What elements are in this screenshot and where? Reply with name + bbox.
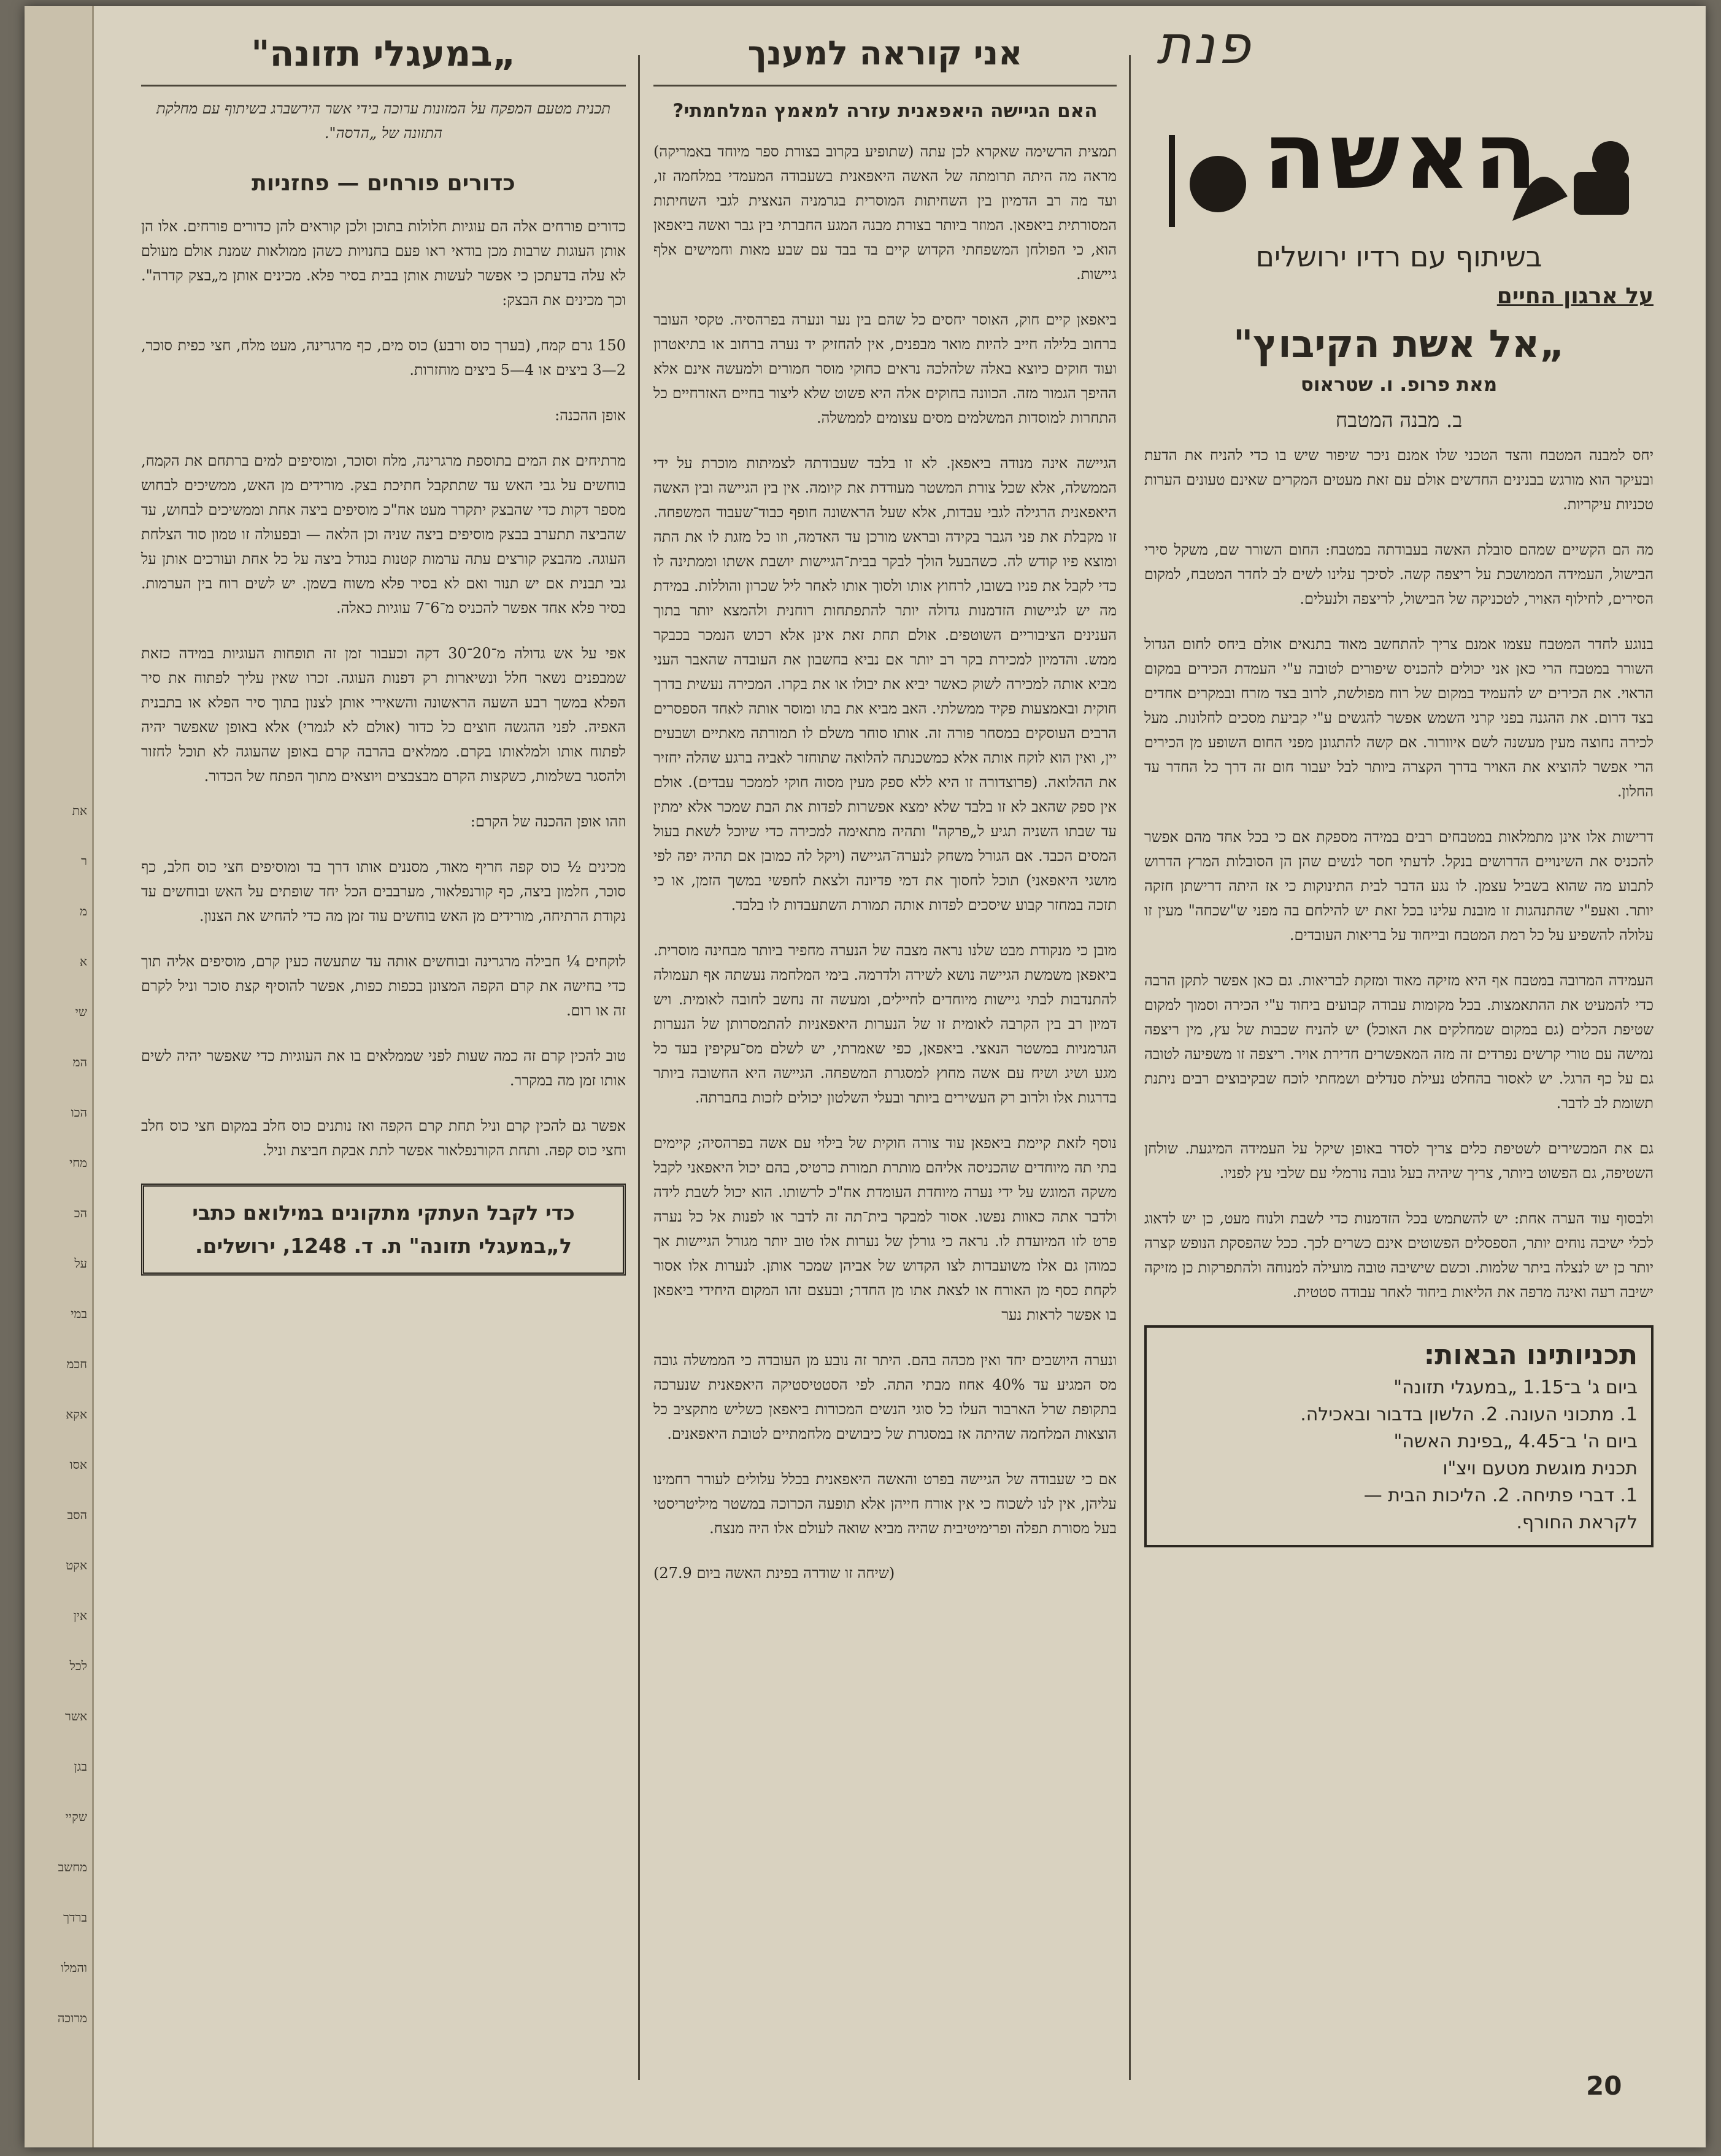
stub-word: על	[74, 1256, 87, 1271]
section-subtitle: ב. מבנה המטבח	[1335, 408, 1463, 432]
article-subheadline: האם הגיישה היאפאנית עזרה למאמץ המלחמתי?	[672, 100, 1098, 122]
stub-word: שקיי	[65, 1809, 87, 1824]
article-paragraph: תמצית הרשימה שאקרא לכן עתה (שתופיע בקרוב בצורת ספר מיוחד באמריקה) מראה מה היתה תרומתה של האשה היאפאנית בשעבודה המעמדי במלחמה זו, ועד מה רב הדמיון בין השחיתות המוסרית בגרמניה הנאצית לגבי השחיתות המסורתית ביאפאן. המוזר ביותר בצורת מבנה המגע החברתי בין גבר ואשה ביאפאן הוא, כי הפולחן המשפחתי הקדוש קיים בד בבד עם שבע מאות וחמישים אלף גיישות.	[653, 143, 1117, 283]
corner-paragraph: גם את המכשירים לשטיפת כלים צריך לסדר באופן שיקל על העמידה המיגעת. שולחן השטיפה, גם הפשוט ביותר, צריך שיהיה בעל גובה נורמלי עם שלבי עץ לפניו.	[1144, 1140, 1654, 1182]
article-column	[653, 31, 1117, 1585]
stub-word: אשר	[65, 1709, 87, 1723]
corner-paragraph: בנוגע לחדר המטבח עצמו אמנם צריך להתחשב מאוד בתנאים אולם ביחס לחום הגדול השורר במטבח הרי כאן אני יכולים להכניס שיפורים לטובה ע"י העמדת הכירים במקום הראוי. את הכירים יש להעמיד במקום של רוח מפולשת, לרוב בצד מזרח ובמקרים אחדים בצד דרום. את ההגנה בפני קרני השמש אפשר להגשים ע"י קביעת מסכים לחלונות. מעל לכירה נחוצה מעין מעשנה לשם איוורור. אם קשה להתגונן מפני החום השופע מן הכירים הרי אפשר להוציא את האויר בדרך הקצרה ביותר לבל יעבור חום זה דרך כל החדר עד החלון.	[1144, 636, 1654, 800]
recipe-column	[141, 31, 626, 1276]
schedule-lines	[1160, 1374, 1638, 1536]
schedule-box	[1144, 1325, 1654, 1547]
stub-word: מרוכה	[57, 2011, 87, 2025]
stub-word: במי	[71, 1306, 87, 1321]
article-paragraph: הגיישה אינה מנודה ביאפאן. לא זו בלבד שעבודתה לצמיתות מוכרת על ידי הממשלה, אלא שכל צורת המשטר מעודדת את קיומה. אין בין הגיישה ובין האשה היאפאנית הרגילה לגבי עבדות, אלא שעל הראשונה חופף כבוד־שעבוד המשפחה. זו מקבלת את פני הגבר בקידה ובראש מורכן עד האדמה, וזו כל מזגת לו את התה ומוצא פיו קודש לה. כשהבעל הולך לבקר בבית־הגיישות יושבת אשתו וממתינה לו כדי לקבל את פניו בשובו, לרחוץ אותו ולסוך אותו לאחר ליל שכרון והוללות. במידת מה יש לגיישות הזדמנות גדולה יותר להתפתחות רוחנית ולהמצא יותר בתוך הענינים הציבוריים השוטפים. אולם תחת זאת אינן אלא רכוש הנמכר בכבקר ממש. והדמיון למכירת בקר רב יותר אם נביא בחשבון את העובדה שהאבר העני מביא אותה למכירה לשוק כאשר יביא את יבולו או את בקרו. המכירה נעשית בדרך חוקית ובאמצעות פקיד ממשלתי. האב מביא את בתו ומוסר אותה לאחד הספסרים הרבים העוסקים במסחר פורה זה. אותו סוחר משלם לו תמורתה מאתיים ושבעים יין, ואין הוא לוקח אותה אלא כמשכנתה להלואה שתוחזר לאביה ברגע שהלה יחזיר את ההלואה. (פרוצדורה זו היא ללא ספק מעין מסוה חוקי לממכר עבדים). אולם אין ספק שהאב לא זו בלבד שלא ימצא אפשרות לפדות את הבת שמכר אלא ימתין עד שבתו השניה תגיע ל„פרקה" ותהיה מתאימה למכירה כדי שיוכל לשאת בעול המסים הכבד. אם הגורל משחק לנערה־הגיישה (ויקל לה כמובן אם תהיה יפה לפי מושגי היאפאני) תוכל לחסוך את דמי פדיונה ולצאת לחפשי במשך הזמן, או כי תזכה במחזר קבוע שיסכים לפדות אותה תמורת השתעבדות לו בלבד.	[653, 455, 1117, 914]
stub-word: הכ	[74, 1206, 87, 1220]
stub-word: מחשב	[58, 1860, 87, 1874]
stub-word: אקא	[66, 1407, 87, 1422]
article-paragraph: ונערה היושבים יחד ואין מכהה בהם. היתר זה נובע מן העובדה כי הממשלה גובה מס המגיע עד 40% אחוז מבתי התה. לפי הסטטיסטיקה היאפאנית שנערכה בתקופת שרל הארבור העלו כל סוגי הנשים המכורות ביאפאן כשליש מתקציב כל הוצאות המלחמה שהיתה אז במסגרת של כיבושים מלחמתיים לטובת היאפאנים.	[653, 1352, 1117, 1442]
stub-word: ר	[81, 853, 87, 868]
stub-word: המ	[72, 1055, 87, 1069]
stub-word: מ	[80, 904, 87, 918]
article-headline: אני קוראה למענך	[747, 34, 1023, 72]
stub-word: ברדך	[63, 1910, 87, 1925]
notice-box-text: כדי לקבל העתקי מתקונים במילואם כתבי ל„במעגלי תזונה" ת. ד. 1248, ירושלים.	[192, 1201, 575, 1258]
column-headline: „אל אשת הקיבוץ"	[1233, 321, 1565, 366]
schedule-line: לקראת החורף.	[1516, 1512, 1638, 1533]
byline: מאת פרופ. ו. שטראוס	[1300, 374, 1498, 396]
stub-word: את	[72, 803, 87, 818]
adjacent-page-stub	[25, 6, 94, 2147]
stub-word: שי	[75, 1004, 87, 1019]
stub-word: לכל	[69, 1658, 87, 1673]
headline-rule	[141, 85, 626, 87]
newspaper-page	[25, 6, 1706, 2147]
headline-rule	[653, 85, 1117, 87]
recipe-paragraph: אופן ההכנה:	[555, 407, 626, 424]
recipe-paragraph: אפשר גם להכין קרם וניל תחת קרם הקפה ואז נותנים כוס חלב במקום חצי כוס חלב וחצי כוס קפה. ותחת הקורנפלאור אפשר לתת אבקת חביצת וניל.	[141, 1117, 626, 1159]
recipe-section-title: כדורים פורחים — פחזניות	[252, 171, 515, 196]
article-paragraph: מובן כי מנקודת מבט שלנו נראה מצבה של הנערה מחפיר ביותר מבחינה מוסרית. ביאפאן משמשת הגיישה נושא לשירה ולדרמה. בימי המלחמה נעשתה אף תעמולה להתנדבות לבתי גיישות מיוחדים לחיילים, ומעשה זה נחשב לחובה לאומית. ויש דמיון רב בין הקרבה לאומית זו של הנערות היאפאניות להתמסרותן של הנערות הגרמניות במשטר הנאצי. ביאפאן, כפי שאמרתי, יש לשלם מס־עקיפין בעד כל מגע ושיג ושיח עם אשה מחוץ למסגרת המשפחה. הגיישה היא החשובה ביותר בדרגות אלו ולרוב רק העשירים ביותר ובעלי השלטון יכולים לזכות בחברתה.	[653, 942, 1117, 1106]
recipe-paragraph: אפי על אש גדולה מ־20־30 דקה וכעבור זמן זה תופחות העוגיות במידה כזאת שמבפנים נשאר חלל ונשיארות רק דפנות העוגה. זכרו שאין עליך לפתוח את סיר הפלא במשך רבע השעה הראשונה והשאירי אותן לצנון בתוך סיר הפלא או בתבנית האפיה. לפני ההגשה חוצים כל כדור (אולם לא לגמרי) אלא באופן שאפשר יהיה לפתוח אותו ולמלאותו בקרם. ממלאים בהרבה קרם באופן שהעוגה לא תוכל לחזור ולהסגר בשלמות, כשקצות הקרם מבצבצים ויוצאים מתוך הפתח של הכדור.	[141, 645, 626, 785]
recipe-paragraph: לוקחים ¼ חבילה מרגרינה ובוחשים אותה עד שתעשה כעין קרם, מוסיפים אליה תוך כדי בחישה את קרם הקפה המצונן בכפות כפות, אפשר להוסיף קצת סוכר וניל לקרם זה או רום.	[141, 953, 626, 1019]
broadcast-footnote: (שיחה זו שודרה בפינת האשה ביום 27.9)	[653, 1565, 895, 1582]
recipe-paragraph: מכינים ½ כוס קפה חריף מאוד, מסננים אותו דרך בד ומוסיפים חצי כוס חלב, כף סוכר, חלמון ביצה, כף קורנפלאור, מערבבים הכל יחד שופתים על האש ובוחשים עד נקודת הרתיחה, מורידים מן האש בוחשים עוד זמן מה כדי להחיש את הצנון.	[141, 858, 626, 925]
recipe-headline: „במעגלי תזונה"	[251, 33, 516, 74]
stub-word: הסב	[67, 1507, 87, 1522]
notice-box	[141, 1184, 626, 1276]
womens-corner-column	[1144, 15, 1654, 1547]
article-paragraph: אם כי שעבודה של הגיישה בפרט והאשה היאפאנית בכלל עלולים לעורר רחמינו עליהן, אין לנו לשכוח כי אין אורח חייהן אלא תופעה הכרוכה במשטר מיליטריסטי בעל מסורת תפלה ופרימיטיבית שהיה מביא שואה לעולם אלו היה מנצח.	[653, 1471, 1117, 1537]
article-paragraph: נוסף לזאת קיימת ביאפאן עוד צורה חוקית של בילוי עם אשה בפרהסיה; קיימים בתי תה מיוחדים שהכניסה אליהם מותרת תמורת כרטיס, בהם יכול היאפאני לקבל משקה המוגש על ידי נערה מיוחדת העומדת אח"כ לרשותו. הוא יכול לשבת לידה ולדבר אתה כאוות נפשו. אסור למבקר בית־תה זה לדבר או לפנות אל כל נערה פרט לזו המיועדת לו. נראה כי גורלן של נערות אלו טוב יותר מגורל הגיישות אך כמוהן גם אלו משועבדות לצו הקדוש של אביהן שמכר אותן. לנערות אלו אסור לקחת כסף מן האורח או לצאת אתו מן החדר; ובעצם זהו המקום היחידי ביאפאן בו אפשר לראות נער	[653, 1134, 1117, 1323]
corner-paragraph: יחס למבנה המטבח והצד הטכני שלו אמנם ניכר שיפור שיש בו כדי להניח את הדעת ובעיקר הוא מורגש בבנינים החדשים אולם עם זאת מעטים המקרים שאינם טעונים הערות טכניות עיקריות.	[1144, 447, 1654, 513]
recipe-intro: תכנית מטעם המפקח על המזונות ערוכה בידי אשר הירשברג בשיתוף עם מחלקת התזונה של „הדסה".	[156, 100, 610, 142]
logo-word: האשה	[1263, 103, 1541, 210]
article-continuation	[653, 1348, 1117, 1541]
recipe-paragraph: מרתיחים את המים בתוספת מרגרינה, מלח וסוכר, ומוסיפים למים ברתחם את הקמח, בוחשים על גבי האש עד שתתקבל חתיכת בצק. מורידים מן האש, ממשיכים לבחוש מספר דקות כדי שהבצק יתקרר מעט אח"כ מוסיפים ביצה אחת וממשיכים לבחוש, עד שהביצה תתערב בבצק מוסיפים ביצה שניה וכן הלאה — ובפעולה זו טמון סוד הצלחת העוגה. מהבצק קורצים עתה ערמות קטנות בגודל ביצה על כל אחת ועורכים אותן על גבי תבנית אם יש תנור ואם לא בסיר פלא משוח בשמן. יש לשים רוח בין הערמות. בסיר פלא אחד אפשר להכניס מ־6־7 עוגיות כאלה.	[141, 452, 626, 617]
corner-paragraph: העמידה המרובה במטבח אף היא מזיקה מאוד ומזקת לבריאות. גם כאן אפשר לתקן הרבה כדי להמעיט את ההתאמצות. בכל מקומות עבודה קבועים ביחוד ע"י הכירה וסמוך למקום שטיפת הכלים (גם במקום שמחלקים את האוכל) יש להניח שכבות של עץ, מין ריצפה נמישה עם טורי קרשים נפרדים זה מזה המאפשרים חדירת אויר. ריצפה זו משפיעה לטובה גם על כף הרגל. יש לאסור בהחלט נעילת סנדלים ושמחתי לוכח שבקיבוצים רבים ניתנת תשומת לב לדבר.	[1144, 972, 1654, 1112]
recipe-text	[141, 214, 626, 1163]
stub-word: חכמ	[66, 1357, 87, 1371]
column-rule	[638, 55, 640, 2080]
schedule-title: תכניותינו הבאות:	[1423, 1339, 1638, 1371]
page-number: 20	[1586, 2071, 1622, 2101]
recipe-paragraph: כדורים פורחים אלה הם עוגיות חלולות בתוכן ולכן קוראים להן כדורים פורחים. אלו הן אותן העוגות שרבות מכן בודאי ראו פעם בחנויות כשהן ממולאות שמנת אולם מעולם לא עלה בדעתכן כי אפשר לעשות אותן בבית בסיר פלא. מכינים אותן מ„בצק קדרה". וכך מכינים את הבצק:	[141, 218, 626, 309]
corner-paragraph: מה הם הקשיים שמהם סובלת האשה בעבודתה במטבח: החום השורר שם, משקל סירי הבישול, העמידה הממושכת על ריצפה קשה. לסיכך עלינו לשים לב לחדר המטבח, למקום הסירים, לחילוף האויר, לטכניקה של הבישול, לריצפה ולנעלים.	[1144, 541, 1654, 607]
article-text	[653, 139, 1117, 1327]
recipe-paragraph: טוב להכין קרם זה כמה שעות לפני שממלאים בו את העוגיות כדי שאפשר יהיה לשים אותו זמן מה במקרר.	[141, 1047, 626, 1089]
corner-paragraph: ולבסוף עוד הערה אחת: יש להשתמש בכל הזדמנות כדי לשבת ולנוח מעט, כן יש לדאוג לכלי ישיבה נוחים יותר, הספסלים הפשוטים אינם כשרים לכך. ככל שהפסקת הנופש קצרה יותר כן יש לנצלה ביתר שלמות. וכשם שישיבה טובה מועילה למנוחה ולהתפרקות כן מזיקה ישיבה רעה ואינה מרפה את הליאות ביחוד לאחר עבודה סטטית.	[1144, 1210, 1654, 1301]
radio-credit: בשיתוף עם רדיו ירושלים	[1255, 240, 1542, 273]
article-paragraph: ביאפאן קיים חוק, האוסר יחסים כל שהם בין נער ונערה בפרהסיה. טקסי העובר ברחוב בלילה חייב להיות מואר מבפנים, אין להחזיק יד נערה ברחוב או בתיאטרון ועוד חוקים כיוצא באלה שלהלכה נראים כחוקי מוסר חמורים ולמעשה אינם אלא ההיפך הגמור מזה. הכוונה בחוקים אלה היא פשוט שלא ליצור בחיים האזרחיים כל התחרות למוסדות המשלמים מסים עצומים לממשלה.	[653, 311, 1117, 426]
stub-word: הכו	[71, 1105, 87, 1120]
corner-paragraph: דרישות אלו אינן מתמלאות במטבחים רבים במידה מספקת אם כי בכל אחד מהם אפשר להכניס את השינויים הדרושים בנקל. לדעתי חסר לנשים שהן הן הסובלות המרץ הדרוש לתבוע מה שהוא בשביל עצמן. לו נגע הדבר לבית התינוקות כי אז היתה דרישתן חזקה יותר. ואעפ"י שהתנהגות זו מובנת עלינו בכל זאת יש להילחם בה מפני ש"שכחה" מעין זו עלולה להשפיע על כל רמת המטבח ובייחוד על בריאות העובדים.	[1144, 828, 1654, 944]
corner-text	[1144, 443, 1654, 1304]
stub-word: והמלו	[61, 1960, 87, 1975]
org-credit: על ארגון החיים	[1496, 283, 1654, 309]
schedule-line: תכנית מוגשת מטעם ויצ"ו	[1442, 1458, 1638, 1479]
stub-word: מחי	[69, 1155, 87, 1170]
section-logo	[1144, 15, 1654, 233]
stub-word: אסו	[69, 1457, 87, 1472]
stub-word: בגן	[74, 1759, 87, 1774]
schedule-line: ביום ה' ב־4.45 „בפינת האשה"	[1393, 1431, 1638, 1452]
stub-word: אקט	[66, 1558, 87, 1573]
schedule-line: 1. מתכוני העונה. 2. הלשון בדבור ובאכילה.	[1300, 1404, 1638, 1425]
recipe-paragraph: 150 גרם קמח, (בערך כוס ורבע) כוס מים, כף מרגרינה, מעט מלח, חצי כפית סוכר, 2—3 ביצים או 4—5 ביצים מוחזרות.	[141, 337, 626, 379]
stub-word: אין	[73, 1608, 87, 1623]
schedule-line: 1. דברי פתיחה. 2. הליכות הבית —	[1363, 1485, 1638, 1506]
column-rule	[1129, 55, 1131, 2080]
logo-title: פנת	[1157, 15, 1253, 76]
recipe-paragraph: וזהו אופן ההכנה של הקרם:	[470, 813, 626, 830]
schedule-line: ביום ג' ב־1.15 „במעגלי תזונה"	[1393, 1377, 1638, 1398]
stub-word: א	[79, 954, 87, 969]
